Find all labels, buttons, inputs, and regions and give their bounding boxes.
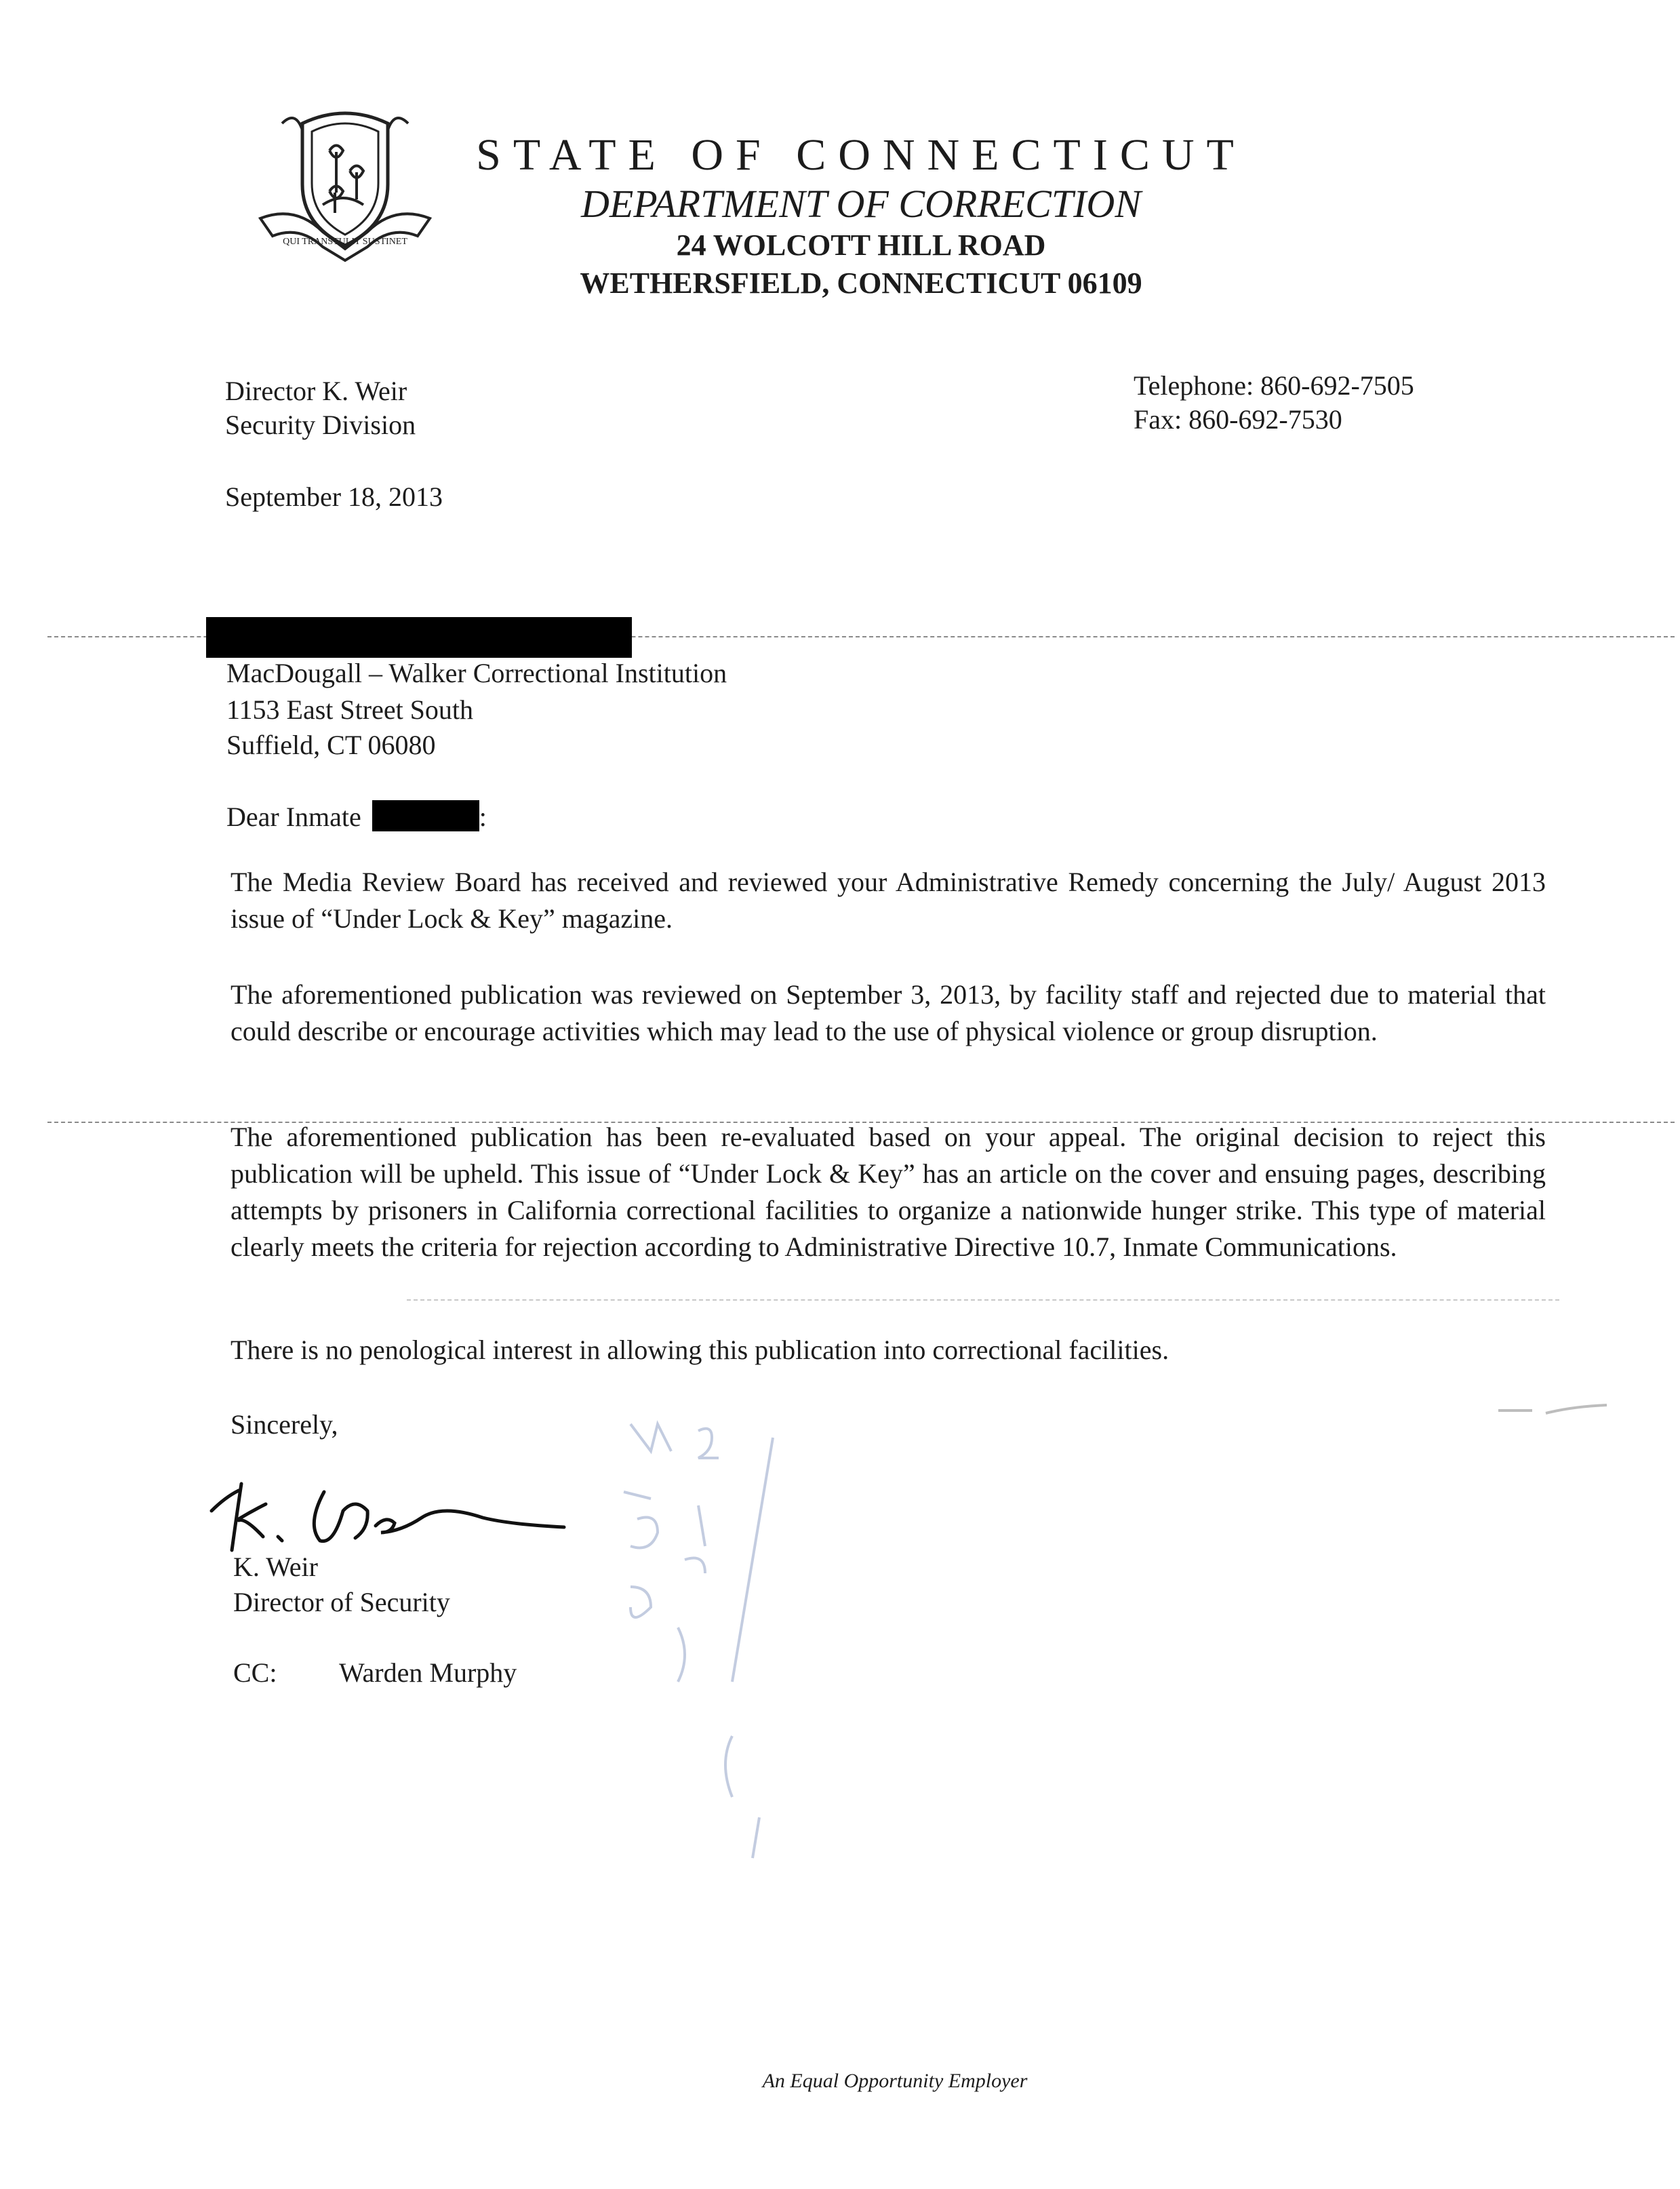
body-paragraph-1: The Media Review Board has received and reviewed your Administrative Remedy concerning the July/ August 2013 issue of “Under Lock & Key” magazine. bbox=[231, 867, 1546, 934]
scan-artifact-line bbox=[407, 1299, 1559, 1301]
closing: Sincerely, bbox=[231, 1409, 338, 1440]
sender-name: Director K. Weir bbox=[225, 376, 407, 406]
stray-scan-mark bbox=[1492, 1397, 1614, 1424]
redaction-bar bbox=[206, 617, 632, 658]
recipient-city: Suffield, CT 06080 bbox=[226, 730, 436, 760]
contact-telephone: Telephone: 860-692-7505 bbox=[1134, 370, 1414, 401]
cc-name: Warden Murphy bbox=[339, 1657, 517, 1688]
letterhead-address: 24 WOLCOTT HILL ROAD bbox=[676, 229, 1046, 262]
cc-label: CC: bbox=[233, 1657, 277, 1688]
redaction-bar bbox=[372, 800, 479, 831]
letter-date: September 18, 2013 bbox=[225, 481, 443, 512]
body-paragraph-2: The aforementioned publication was reviewed on September 3, 2013, by facility staff and rejected due to material that could describe or encourage activities which may lead to the use of physical violence or group disruption. bbox=[231, 979, 1546, 1046]
letterhead-state: STATE OF CONNECTICUT bbox=[476, 130, 1246, 180]
salutation-text: Dear Inmate bbox=[226, 802, 361, 832]
salutation-colon: : bbox=[479, 802, 487, 832]
letterhead-department: DEPARTMENT OF CORRECTION bbox=[580, 182, 1142, 226]
sender-division: Security Division bbox=[225, 410, 416, 440]
body-paragraph-4: There is no penological interest in allowing this publication into correctional facilities. bbox=[231, 1335, 1169, 1365]
recipient-street: 1153 East Street South bbox=[226, 694, 474, 725]
signature-name: K. Weir bbox=[233, 1552, 318, 1582]
body-paragraph-3: The aforementioned publication has been re-evaluated based on your appeal. The original decision to reject this publication will be upheld. This issue of “Under Lock & Key” has an article on the cover and ensuing pages, describing attempts by prisoners in California correctional facilities to organize a nationwide hunger strike. This type of material clearly meets the criteria for rejection according to Administrative Directive 10.7, Inmate Communications. bbox=[231, 1122, 1546, 1262]
signature-title: Director of Security bbox=[233, 1587, 450, 1617]
contact-fax: Fax: 860-692-7530 bbox=[1134, 404, 1342, 435]
footer-tagline: An Equal Opportunity Employer bbox=[762, 2070, 1028, 2092]
recipient-institution: MacDougall – Walker Correctional Institution bbox=[226, 658, 727, 688]
svg-text:QUI TRANSTULIT SUSTINET: QUI TRANSTULIT SUSTINET bbox=[283, 237, 407, 247]
faint-show-through-marks bbox=[597, 1411, 854, 1885]
letterhead-city: WETHERSFIELD, CONNECTICUT 06109 bbox=[580, 267, 1142, 300]
salutation bbox=[226, 799, 487, 835]
